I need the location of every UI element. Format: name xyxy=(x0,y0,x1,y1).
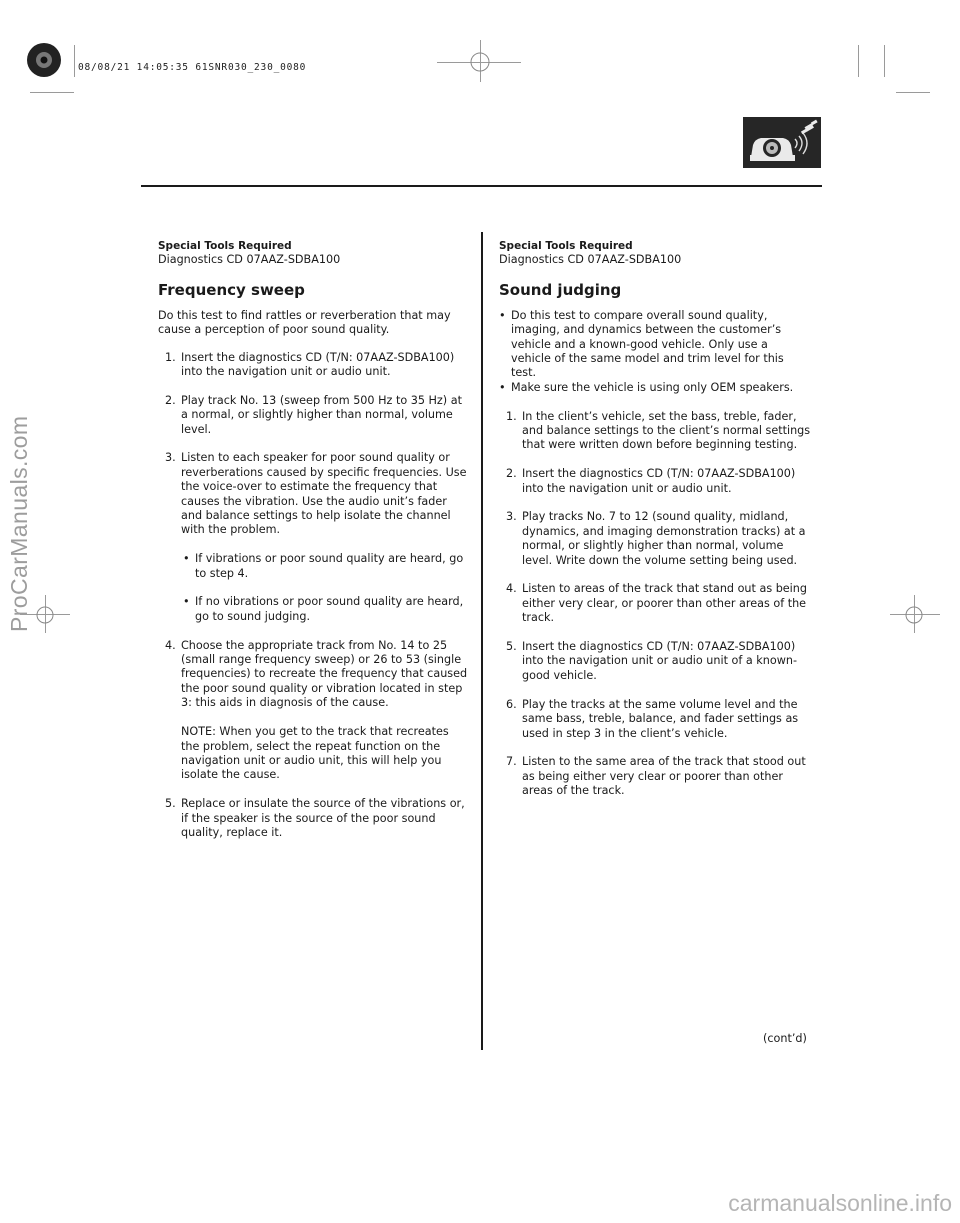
side-watermark: ProCarManuals.com xyxy=(6,415,32,632)
step-item: 7. Listen to the same area of the track that stood out as being either very clear or poorer than other areas of the track. xyxy=(506,755,806,798)
special-tools-heading: Special Tools Required xyxy=(499,240,633,252)
registration-crosshair-left-icon xyxy=(34,604,56,626)
registration-target-icon xyxy=(24,40,64,80)
column-divider xyxy=(481,232,483,1050)
sound-judging-section xyxy=(499,239,811,813)
step-item: 4. Listen to areas of the track that stand out as being either very clear, or poorer than other areas of the track. xyxy=(506,582,807,625)
car-audio-navigation-icon xyxy=(743,117,821,168)
procedure-steps xyxy=(499,410,811,799)
continued-label: (cont’d) xyxy=(763,1032,807,1045)
bullet-item: • Do this test to compare overall sound quality, imaging, and dynamics between the customer’s vehicle and a known-good vehicle. Only use a vehicle of the same model and trim level for this test. xyxy=(499,309,811,381)
step-item: 3. Listen to each speaker for poor sound quality or reverberations caused by specific frequencies. Use the voice-over to estimate the frequency that causes the vibration. Use the audio unit’s fader and balance settings to help isolate the channel with the problem. • If vibrations or poor sound quality are heard, go to step 4. • If no vibrations or poor sound quality are heard, go to sound judging. xyxy=(158,451,470,624)
header-rule xyxy=(141,185,822,187)
intro-bullets xyxy=(499,309,811,395)
step-item: 6. Play the tracks at the same volume level and the same bass, treble, balance, and fader settings as used in step 3 in the client’s vehicle. xyxy=(506,697,799,740)
print-stamp: 08/08/21 14:05:35 61SNR030_230_0080 xyxy=(78,62,307,73)
bullet-item: • Make sure the vehicle is using only OEM speakers. xyxy=(499,381,811,395)
special-tools-text: Diagnostics CD 07AAZ-SDBA100 xyxy=(158,253,341,267)
step-item: 2. Insert the diagnostics CD (T/N: 07AAZ-SDBA100) into the navigation unit or audio unit. xyxy=(506,467,796,495)
special-tools-heading: Special Tools Required xyxy=(158,240,292,252)
intro-paragraph: Do this test to find rattles or reverberation that may cause a perception of poor sound quality. xyxy=(158,308,451,337)
bullet-item: • If no vibrations or poor sound quality are heard, go to sound judging. xyxy=(183,595,470,624)
procedure-steps xyxy=(158,351,470,841)
step-item: 2. Play track No. 13 (sweep from 500 Hz to 35 Hz) at a normal, or slightly higher than normal, volume level. xyxy=(165,393,462,436)
step-item: 5. Replace or insulate the source of the vibrations or, if the speaker is the source of the poor sound quality, replace it. xyxy=(165,797,465,839)
step-item: 1. In the client’s vehicle, set the bass, treble, fader, and balance settings to the client’s normal settings that were written down before beginning testing. xyxy=(506,409,811,452)
registration-crosshair-right-icon xyxy=(903,604,925,626)
section-title: Sound judging xyxy=(499,280,622,299)
step-item: 1. Insert the diagnostics CD (T/N: 07AAZ-SDBA100) into the navigation unit or audio unit. xyxy=(165,350,455,379)
footer-watermark: carmanualsonline.info xyxy=(728,1190,952,1216)
step-4-note: NOTE: When you get to the track that recreates the problem, select the repeat function on the navigation unit or audio unit, this will help you isolate the cause. xyxy=(181,725,449,782)
step-item: 4. Choose the appropriate track from No. 14 to 25 (small range frequency sweep) or 26 to 53 (single frequencies) to recreate the frequency that caused the poor sound quality or vibration located in step 3: this aids in diagnosis of the cause. NOTE: When you get to the track that recreates the problem, select the repeat function on the navigation unit or audio unit, this will help you isolate the cause. xyxy=(158,639,470,783)
section-title: Frequency sweep xyxy=(158,280,305,299)
special-tools-text: Diagnostics CD 07AAZ-SDBA100 xyxy=(499,253,682,267)
bullet-item: • If vibrations or poor sound quality are heard, go to step 4. xyxy=(183,552,470,581)
step-item: 5. Insert the diagnostics CD (T/N: 07AAZ-SDBA100) into the navigation unit or audio unit of a known-good vehicle. xyxy=(506,640,797,682)
step-item: 3. Play tracks No. 7 to 12 (sound quality, midland, dynamics, and imaging demonstration tracks) at a normal, or slightly higher than normal, volume level. Write down the volume setting being used. xyxy=(506,510,806,567)
frequency-sweep-section xyxy=(158,239,470,855)
registration-crosshair-icon xyxy=(466,48,494,76)
step-3-bullets xyxy=(183,552,470,624)
